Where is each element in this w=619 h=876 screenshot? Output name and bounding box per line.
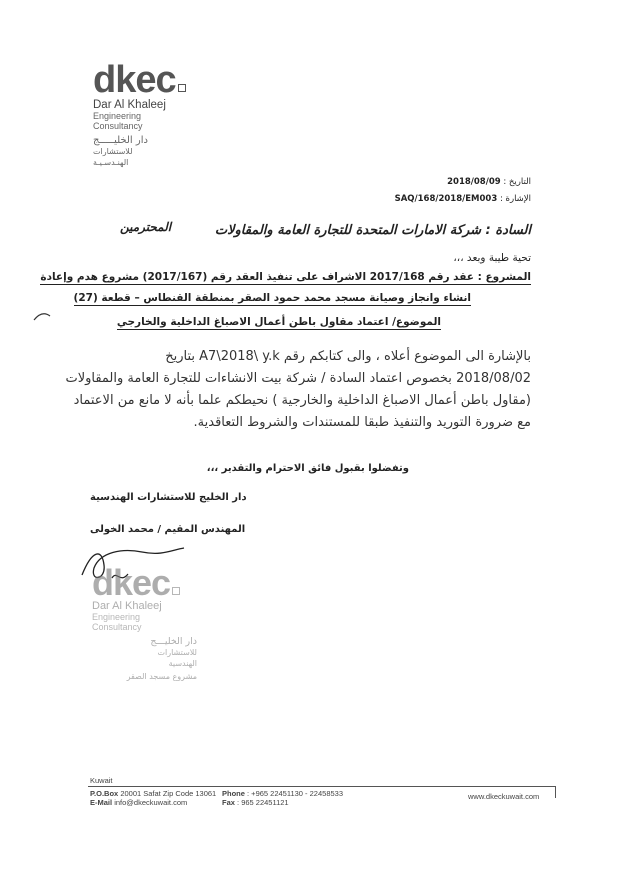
project-line-1-text: المشروع : عقد رقم 2017/168 الاشراف على تنفيذ العقد رقم (2017/167) مشروع هدم وإعادة bbox=[40, 271, 531, 283]
pobox-label: P.O.Box bbox=[90, 789, 119, 798]
date-label: التاريخ : bbox=[503, 177, 531, 187]
footer-website: www.dkeckuwait.com bbox=[468, 792, 540, 801]
signer-org: دار الخليج للاستشارات الهندسية bbox=[90, 492, 247, 503]
company-logo bbox=[93, 59, 213, 168]
reference-label: الإشارة : bbox=[499, 194, 531, 204]
stamp-arabic-line4: مشروع مسجد الصقر bbox=[126, 672, 197, 681]
stamp-english-line1: Engineering bbox=[92, 612, 141, 622]
stamp-square-icon bbox=[172, 587, 180, 595]
footer-contact bbox=[222, 789, 343, 807]
logo-english-name: Dar Al Khaleej bbox=[93, 99, 166, 111]
margin-mark bbox=[32, 310, 52, 324]
stamp-wordmark: dkec bbox=[92, 566, 222, 600]
reference-value: SAQ/168/2018/EM003 bbox=[394, 194, 498, 204]
logo-english-line1: Engineering bbox=[93, 111, 142, 121]
stamp-english-name: Dar Al Khaleej bbox=[92, 600, 162, 612]
stamp-arabic-line2: للاستشارات bbox=[157, 648, 197, 657]
greeting: تحية طيبة وبعد ،،، bbox=[453, 252, 531, 264]
stamp-arabic bbox=[92, 636, 197, 682]
email-value: info@dkeckuwait.com bbox=[114, 798, 188, 807]
date-value: 2018/08/09 bbox=[447, 177, 501, 187]
logo-arabic-line1: دار الخليـــــج bbox=[93, 135, 148, 146]
pobox-value: 20001 Safat Zip Code 13061 bbox=[120, 789, 217, 798]
subject bbox=[117, 316, 441, 328]
body-line-2: 2018/08/02 بخصوص اعتماد السادة / شركة بيت الانشاءات للتجارة العامة والمقاولات bbox=[65, 371, 531, 386]
footer-divider bbox=[88, 786, 556, 787]
stamp-english-line2: Consultancy bbox=[92, 622, 142, 632]
logo-arabic-name bbox=[93, 135, 165, 168]
fax-value: : 965 22451121 bbox=[237, 798, 289, 807]
body-paragraph bbox=[61, 346, 531, 434]
logo-arabic-line2: للاستشارات bbox=[93, 147, 133, 156]
subject-text: الموضوع/ اعتماد مقاول باطن أعمال الاصباغ الداخلية والخارجي bbox=[116, 316, 441, 328]
logo-arabic-line3: الهنـدسـيـة bbox=[93, 158, 129, 167]
logo-english-line2: Consultancy bbox=[93, 121, 143, 131]
phone-label: Phone bbox=[222, 789, 245, 798]
project-line-2-text: انشاء وانجاز وصيانة مسجد محمد حمود الصقر بمنطقة القنطاس – قطعة (27) bbox=[73, 292, 471, 304]
body-line-1: بالإشارة الى الموضوع أعلاه ، والى كتابكم رقم A7\2018\ y.k بتاريخ bbox=[165, 349, 531, 364]
body-line-3: (مقاول باطن أعمال الاصباغ الداخلية والخارجية ) نحيطكم علما بأنه لا مانع من الاعتماد bbox=[73, 393, 531, 408]
respected-label: المحترمين bbox=[120, 220, 172, 234]
company-stamp bbox=[92, 562, 222, 682]
phone-value: : +965 22451130 - 22458533 bbox=[247, 789, 344, 798]
stamp-arabic-line3: الهندسية bbox=[168, 659, 197, 668]
date-line bbox=[447, 177, 531, 187]
body-line-4: مع ضرورة التوريد والتنفيذ طبقا للمستندات والشروط التعاقدية. bbox=[193, 415, 531, 430]
footer-address bbox=[90, 789, 216, 807]
reference-line bbox=[395, 194, 531, 204]
logo-wordmark: dkec bbox=[93, 62, 213, 98]
project-line-2 bbox=[74, 292, 471, 304]
fax-label: Fax bbox=[222, 798, 235, 807]
closing: وتفضلوا بقبول فائق الاحترام والتقدير ،،، bbox=[206, 463, 409, 474]
footer-city: Kuwait bbox=[90, 776, 113, 785]
addressee: السادة : شركة الامارات المتحدة للتجارة العامة والمقاولات bbox=[214, 223, 531, 238]
logo-square-icon bbox=[178, 84, 186, 92]
email-label: E-Mail bbox=[90, 798, 113, 807]
footer-right-tick bbox=[555, 786, 556, 798]
project-line-1 bbox=[40, 271, 531, 283]
signer-name: المهندس المقيم / محمد الخولى bbox=[90, 524, 246, 535]
stamp-arabic-line1: دار الخليـــج bbox=[150, 636, 197, 647]
